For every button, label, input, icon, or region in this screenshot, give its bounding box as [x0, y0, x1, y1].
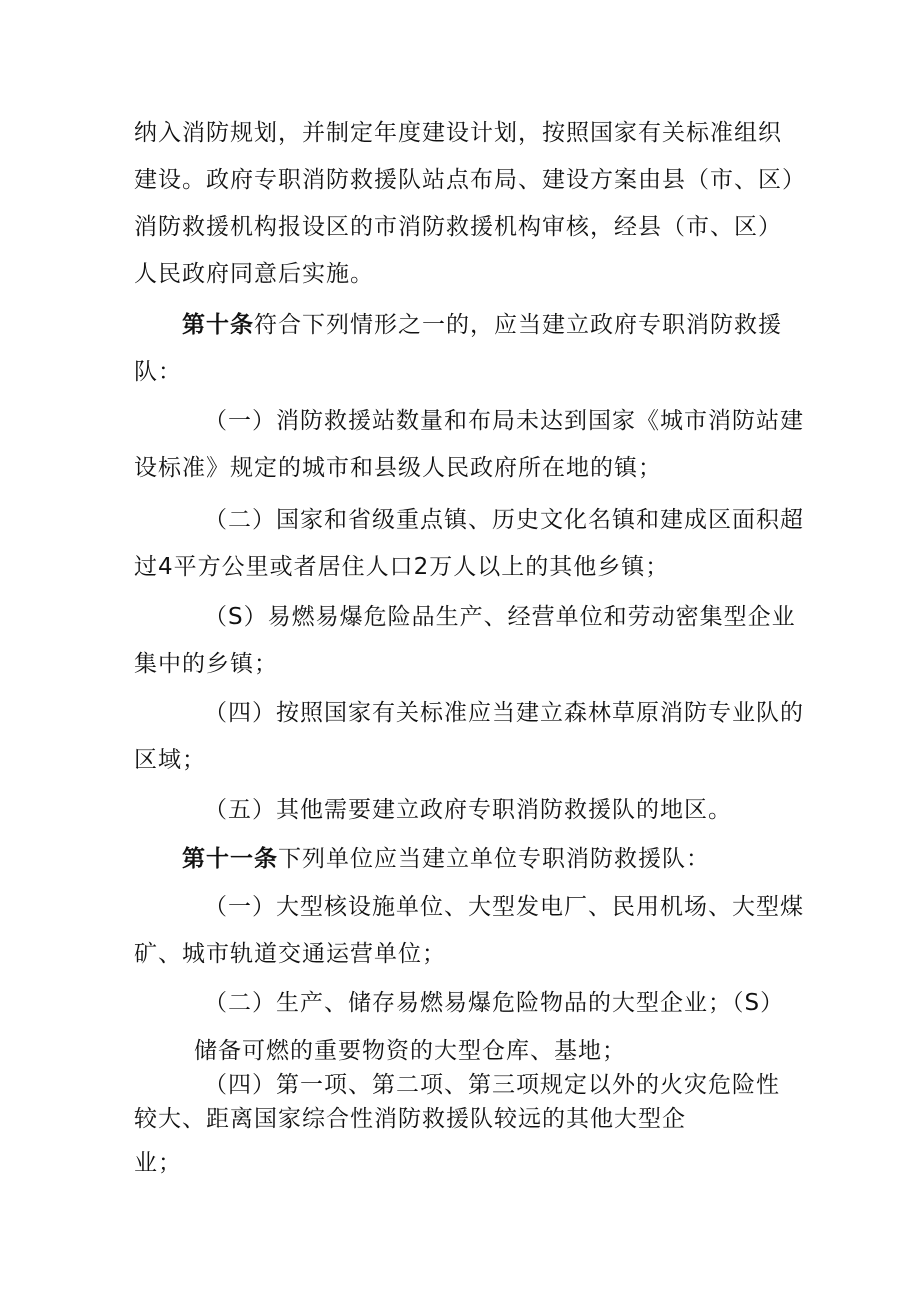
- text-line: （四）按照国家有关标准应当建立森林草原消防专业队的: [204, 700, 804, 726]
- text-line: 矿、城市轨道交通运营单位；: [134, 941, 446, 967]
- text-line: 消防救援机构报设区的市消防救援机构审核，经县（市、区）: [134, 214, 782, 240]
- text-line: 建设。政府专职消防救援队站点布局、建设方案由县（市、区）: [134, 167, 806, 193]
- text-line: 人民政府同意后实施。: [134, 261, 374, 287]
- article-10-text: 符合下列情形之一的，应当建立政府专职消防救援: [254, 312, 782, 338]
- text-line: （二）生产、储存易燃易爆危险物品的大型企业；（S）: [204, 990, 785, 1016]
- text-line: （四）第一项、第二项、第三项规定以外的火灾危险性: [204, 1072, 780, 1098]
- text-line: （二）国家和省级重点镇、历史文化名镇和建成区面积超: [204, 507, 804, 533]
- text-line: （S）易燃易爆危险品生产、经营单位和劳动密集型企业: [204, 604, 796, 630]
- article-10-heading: 第十条: [182, 312, 254, 338]
- text-line: 过4平方公里或者居住人口2万人以上的其他乡镇；: [134, 554, 670, 580]
- article-11-line: [182, 844, 710, 874]
- text-line: （五）其他需要建立政府专职消防救援队的地区。: [204, 797, 732, 823]
- text-line: 集中的乡镇；: [134, 651, 278, 677]
- article-11-text: 下列单位应当建立单位专职消防救援队：: [278, 846, 710, 872]
- text-line: 储备可燃的重要物资的大型仓库、基地；: [194, 1038, 626, 1064]
- text-line: 业；: [134, 1150, 182, 1176]
- article-11-heading: 第十一条: [182, 846, 278, 872]
- text-line: 纳入消防规划，并制定年度建设计划，按照国家有关标准组织: [134, 120, 782, 146]
- text-line: （一）消防救援站数量和布局未达到国家《城市消防站建: [204, 408, 804, 434]
- article-10-line: [182, 310, 782, 340]
- text-line: （一）大型核设施单位、大型发电厂、民用机场、大型煤: [204, 894, 804, 920]
- text-line: 区域；: [134, 747, 206, 773]
- text-line: 队：: [134, 359, 182, 385]
- text-line: 设标准》规定的城市和县级人民政府所在地的镇；: [134, 455, 662, 481]
- text-line: 较大、距离国家综合性消防救援队较远的其他大型企: [134, 1106, 686, 1132]
